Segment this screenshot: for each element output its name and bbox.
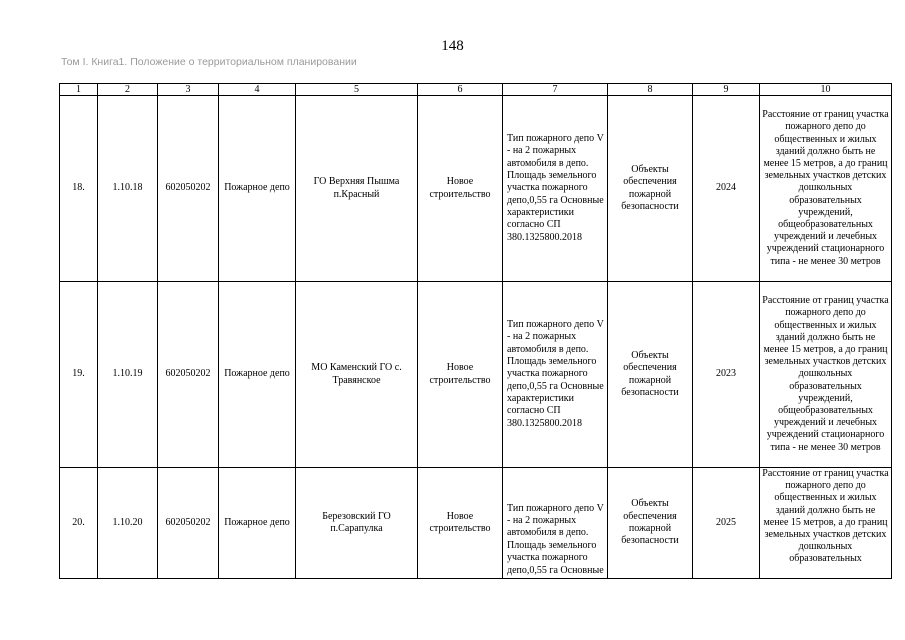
- classifier-code: 602050202: [158, 468, 219, 579]
- table-row: [60, 468, 892, 579]
- object-characteristics-cell: [503, 468, 608, 579]
- column-header: 2: [98, 84, 158, 96]
- object-location: ГО Верхняя Пышма п.Красный: [296, 96, 418, 282]
- object-name: Пожарное депо: [219, 468, 296, 579]
- object-location: МО Каменский ГО с. Травянское: [296, 282, 418, 468]
- restriction-zone: Расстояние от границ участка пожарного депо до общественных и жилых зданий должно быть не менее 15 метров, а до границ земельных участков детских дошкольных образовательных учреждений, общеобразовательных учреждений и лечебных учреждений стационарного типа - не менее 30 метров: [760, 96, 892, 282]
- row-number: 19.: [60, 282, 98, 468]
- object-code: 1.10.20: [98, 468, 158, 579]
- object-characteristics: Тип пожарного депо V - на 2 пожарных автомобиля в депо. Площадь земельного участка пожарного депо,0,55 га Основные характеристики согласно СП 380.1325800.2018: [503, 282, 608, 468]
- column-number-row: [60, 84, 892, 96]
- column-header: 8: [608, 84, 693, 96]
- row-number: 20.: [60, 468, 98, 579]
- classifier-code: 602050202: [158, 282, 219, 468]
- column-header: 10: [760, 84, 892, 96]
- object-status: Новое строительство: [418, 282, 503, 468]
- running-header: Том I. Книга1. Положение о территориальном планировании: [61, 56, 357, 68]
- implementation-year: 2024: [693, 96, 760, 282]
- restriction-zone-cell: [760, 468, 892, 579]
- object-status: Новое строительство: [418, 468, 503, 579]
- object-purpose: Объекты обеспечения пожарной безопасности: [608, 96, 693, 282]
- planning-table: [59, 83, 892, 579]
- object-purpose: Объекты обеспечения пожарной безопасности: [608, 468, 693, 579]
- column-header: 9: [693, 84, 760, 96]
- row-number: 18.: [60, 96, 98, 282]
- column-header: 4: [219, 84, 296, 96]
- column-header: 3: [158, 84, 219, 96]
- classifier-code: 602050202: [158, 96, 219, 282]
- restriction-zone: Расстояние от границ участка пожарного депо до общественных и жилых зданий должно быть не менее 15 метров, а до границ земельных участков детских дошкольных образовательных учреждений, общеобразовательных учреждений и лечебных учреждений стационарного типа - не менее 30 метров: [760, 282, 892, 468]
- object-code: 1.10.19: [98, 282, 158, 468]
- object-characteristics: Тип пожарного депо V - на 2 пожарных автомобиля в депо. Площадь земельного участка пожарного депо,0,55 га Основные: [507, 502, 604, 576]
- object-name: Пожарное депо: [219, 96, 296, 282]
- table-row: [60, 282, 892, 468]
- implementation-year: 2023: [693, 282, 760, 468]
- restriction-zone: Расстояние от границ участка пожарного депо до общественных и жилых зданий должно быть не менее 15 метров, а до границ земельных участков детских дошкольных образовательных: [762, 468, 889, 565]
- implementation-year: 2025: [693, 468, 760, 579]
- object-status: Новое строительство: [418, 96, 503, 282]
- table-row: [60, 96, 892, 282]
- object-characteristics: Тип пожарного депо V - на 2 пожарных автомобиля в депо. Площадь земельного участка пожарного депо,0,55 га Основные характеристики согласно СП 380.1325800.2018: [503, 96, 608, 282]
- column-header: 5: [296, 84, 418, 96]
- object-code: 1.10.18: [98, 96, 158, 282]
- page-number: 148: [441, 38, 464, 54]
- column-header: 1: [60, 84, 98, 96]
- column-header: 6: [418, 84, 503, 96]
- object-name: Пожарное депо: [219, 282, 296, 468]
- column-header: 7: [503, 84, 608, 96]
- object-location: Березовский ГО п.Сарапулка: [296, 468, 418, 579]
- object-purpose: Объекты обеспечения пожарной безопасности: [608, 282, 693, 468]
